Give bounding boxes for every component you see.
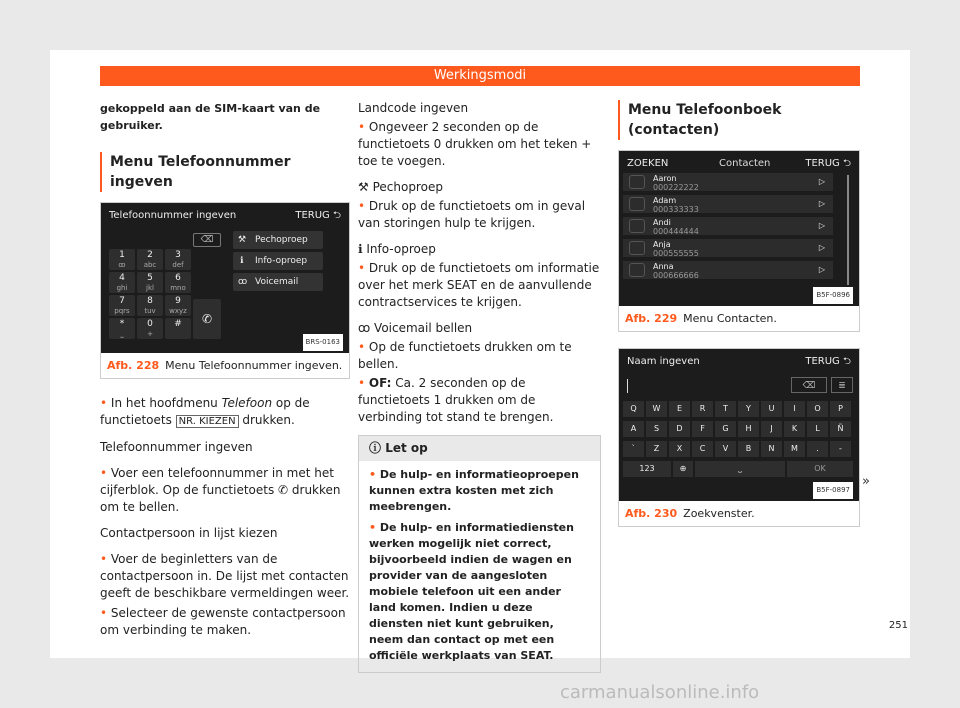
figure-code: B5F-0896 bbox=[813, 287, 853, 304]
back-arrow-icon: ⮌ bbox=[842, 158, 851, 169]
paragraph-3: • Voer de beginletters van de contactpersoon in. De lijst met contacten geeft de beschikbare vermeldingen weer. bbox=[100, 551, 350, 602]
globe-icon[interactable]: ⊕ bbox=[673, 461, 693, 477]
contact-row[interactable]: Adam 000333333 ▷ bbox=[623, 195, 833, 213]
back-button[interactable]: TERUG ⮌ bbox=[805, 158, 851, 169]
paragraph-1: • In het hoofdmenu Telefoon op de functietoets NR. KIEZEN drukken. bbox=[100, 395, 350, 430]
contact-row[interactable]: Anja 000555555 ▷ bbox=[623, 239, 833, 257]
paragraph-2: • Voer een telefoonnummer in met het cijferblok. Op de functietoets ✆ drukken om te bellen. bbox=[100, 465, 350, 516]
play-icon[interactable]: ▷ bbox=[818, 243, 825, 252]
paragraph-landcode: • Ongeveer 2 seconden op de functietoets 0 drukken om het teken + toe te voegen. bbox=[358, 119, 601, 170]
figure-230 bbox=[618, 348, 860, 527]
keypad-key[interactable]: 4 ghi bbox=[109, 272, 135, 293]
keyboard-key[interactable]: ` bbox=[623, 441, 644, 457]
person-icon bbox=[629, 219, 645, 233]
back-arrow-icon: ⮌ bbox=[332, 210, 341, 221]
contact-row[interactable]: Andi 000444444 ▷ bbox=[623, 217, 833, 235]
contact-row[interactable]: Anna 000666666 ▷ bbox=[623, 261, 833, 279]
space-key[interactable]: ⎵ bbox=[695, 461, 785, 477]
ok-button[interactable]: OK bbox=[787, 461, 853, 477]
page-number: 251 bbox=[888, 620, 908, 631]
keyboard-key[interactable]: K bbox=[784, 421, 805, 437]
keyboard-key[interactable]: V bbox=[715, 441, 736, 457]
keyboard-key[interactable]: Ñ bbox=[830, 421, 851, 437]
keyboard-key[interactable]: F bbox=[692, 421, 713, 437]
paragraph-info-oproep: • Druk op de functietoets om informatie over het merk SEAT en de aanvullende contractservices te krijgen. bbox=[358, 260, 601, 311]
info-icon: ℹ bbox=[240, 256, 244, 266]
screen-title: Naam ingeven bbox=[627, 356, 700, 367]
play-icon[interactable]: ▷ bbox=[818, 199, 825, 208]
search-button[interactable]: ZOEKEN bbox=[627, 158, 669, 169]
wrench-icon: ⚒ bbox=[238, 235, 247, 245]
keypad-key[interactable]: # bbox=[165, 318, 191, 339]
subheading-landcode: Landcode ingeven bbox=[358, 101, 469, 115]
play-icon[interactable]: ▷ bbox=[818, 265, 825, 274]
numbers-key[interactable]: 123 bbox=[623, 461, 671, 477]
keypad-key[interactable]: 6 mno bbox=[165, 272, 191, 293]
keyboard-key[interactable]: S bbox=[646, 421, 667, 437]
caption-229: Afb. 229 Menu Contacten. bbox=[625, 312, 777, 325]
backspace-icon[interactable]: ⌫ bbox=[193, 233, 221, 247]
keypad-key[interactable]: 9 wxyz bbox=[165, 295, 191, 316]
keyboard-key[interactable]: Z bbox=[646, 441, 667, 457]
contact-row[interactable]: Aaron 000222222 ▷ bbox=[623, 173, 833, 191]
subheading-voicemail: ꝏ Voicemail bellen bbox=[358, 321, 473, 335]
figure-code: BRS-0163 bbox=[303, 334, 343, 351]
keyboard-key[interactable]: E bbox=[669, 401, 690, 417]
caption-228: Afb. 228 Menu Telefoonnummer ingeven. bbox=[107, 359, 343, 372]
subheading-telefoonnummer: Telefoonnummer ingeven bbox=[100, 440, 253, 454]
figure-code: B5F-0897 bbox=[813, 482, 853, 499]
person-icon bbox=[629, 263, 645, 277]
figure-228 bbox=[100, 202, 350, 379]
back-arrow-icon: ⮌ bbox=[842, 356, 851, 367]
info-oproep-button[interactable]: ℹ Info-oproep bbox=[233, 252, 323, 270]
phone-icon: ✆ bbox=[201, 312, 213, 326]
keyboard-key[interactable]: H bbox=[738, 421, 759, 437]
list-icon[interactable]: ≣ bbox=[831, 377, 853, 393]
keyboard-key[interactable]: M bbox=[784, 441, 805, 457]
keyboard-key[interactable]: A bbox=[623, 421, 644, 437]
keyboard-key[interactable]: I bbox=[784, 401, 805, 417]
keyboard-key[interactable]: O bbox=[807, 401, 828, 417]
keyboard-key[interactable]: Q bbox=[623, 401, 644, 417]
keyboard-key[interactable]: X bbox=[669, 441, 690, 457]
info-box-icon: ⓘ bbox=[369, 441, 386, 455]
keyboard-key[interactable]: J bbox=[761, 421, 782, 437]
call-button[interactable] bbox=[193, 299, 221, 339]
note-title: ⓘ Let op bbox=[359, 436, 600, 461]
column-1 bbox=[100, 100, 350, 648]
person-icon bbox=[629, 241, 645, 255]
column-3 bbox=[618, 100, 860, 537]
nr-kiezen-key: NR. KIEZEN bbox=[176, 415, 239, 428]
paragraph-4: • Selecteer de gewenste contactpersoon om verbinding te maken. bbox=[100, 605, 350, 639]
caption-230: Afb. 230 Zoekvenster. bbox=[625, 507, 755, 520]
keyboard-key[interactable]: N bbox=[761, 441, 782, 457]
keyboard-key[interactable]: Y bbox=[738, 401, 759, 417]
keypad-key[interactable]: 7 pqrs bbox=[109, 295, 135, 316]
keypad-key[interactable]: 1 ꝏ bbox=[109, 249, 135, 270]
play-icon[interactable]: ▷ bbox=[818, 221, 825, 230]
keyboard-key[interactable]: W bbox=[646, 401, 667, 417]
keyboard-key[interactable]: P bbox=[830, 401, 851, 417]
keyboard-key[interactable]: C bbox=[692, 441, 713, 457]
intro-text: gekoppeld aan de SIM-kaart van de gebruiker. bbox=[100, 102, 321, 132]
person-icon bbox=[629, 175, 645, 189]
keyboard-screen bbox=[619, 349, 859, 501]
person-icon bbox=[629, 197, 645, 211]
section-header: Werkingsmodi bbox=[100, 66, 860, 86]
note-box bbox=[358, 435, 601, 673]
keyboard-key[interactable]: - bbox=[830, 441, 851, 457]
note-item-2: • De hulp- en informatiediensten werken mogelijk niet correct, bijvoorbeeld indien de wagen en provider van de aangesloten mobiele telefoon uit een ander land komen. Indien u deze diensten niet kunt gebruiken, neem dan contact op met een officiële werkplaats van SEAT. bbox=[369, 520, 590, 664]
keyboard-key[interactable]: U bbox=[761, 401, 782, 417]
keyboard-key[interactable]: . bbox=[807, 441, 828, 457]
continue-mark: » bbox=[862, 474, 870, 489]
keyboard-key[interactable]: B bbox=[738, 441, 759, 457]
keypad-key[interactable]: 2 abc bbox=[137, 249, 163, 270]
keypad-key[interactable]: 8 tuv bbox=[137, 295, 163, 316]
scrollbar[interactable] bbox=[847, 175, 849, 285]
backspace-icon[interactable]: ⌫ bbox=[791, 377, 827, 393]
keypad-key[interactable]: 5 jkl bbox=[137, 272, 163, 293]
subheading-info-oproep: ℹ Info-oproep bbox=[358, 242, 436, 256]
back-button[interactable]: TERUG ⮌ bbox=[295, 210, 341, 221]
voicemail-icon: ꝏ bbox=[358, 321, 375, 335]
paragraph-voicemail-of: • OF: Ca. 2 seconden op de functietoets 1 drukken om de verbinding tot stand te brengen. bbox=[358, 375, 601, 426]
keyboard-key[interactable]: T bbox=[715, 401, 736, 417]
note-item-1: • De hulp- en informatieoproepen kunnen extra kosten met zich meebrengen. bbox=[369, 467, 590, 515]
column-2 bbox=[358, 100, 601, 673]
keyboard-key[interactable]: D bbox=[669, 421, 690, 437]
pechoproep-button[interactable]: ⚒ Pechoproep bbox=[233, 231, 323, 249]
back-button[interactable]: TERUG ⮌ bbox=[805, 356, 851, 367]
voicemail-icon: ꝏ bbox=[238, 277, 248, 287]
contacts-screen bbox=[619, 151, 859, 306]
keyboard-key[interactable]: R bbox=[692, 401, 713, 417]
paragraph-voicemail: • Op de functietoets drukken om te bellen. bbox=[358, 339, 601, 373]
phone-keypad-screen bbox=[101, 203, 349, 353]
info-icon: ℹ bbox=[358, 242, 367, 256]
keypad-key[interactable]: 0 + bbox=[137, 318, 163, 339]
play-icon[interactable]: ▷ bbox=[818, 177, 825, 186]
heading-telefoonnummer: Menu Telefoonnummer ingeven bbox=[100, 152, 350, 192]
voicemail-button[interactable]: ꝏ Voicemail bbox=[233, 273, 323, 291]
screen-title: Telefoonnummer ingeven bbox=[109, 210, 237, 221]
keyboard-key[interactable]: G bbox=[715, 421, 736, 437]
note-body bbox=[359, 461, 600, 672]
heading-telefoonboek: Menu Telefoonboek (contacten) bbox=[618, 100, 860, 140]
text-cursor bbox=[627, 379, 628, 393]
paragraph-pechoproep: • Druk op de functietoets om in geval van storingen hulp te krijgen. bbox=[358, 198, 601, 232]
screen-title: Contacten bbox=[719, 158, 771, 169]
keypad-key[interactable]: 3 def bbox=[165, 249, 191, 270]
keypad-key[interactable]: * ⎵ bbox=[109, 318, 135, 339]
keyboard-key[interactable]: L bbox=[807, 421, 828, 437]
subheading-contactpersoon: Contactpersoon in lijst kiezen bbox=[100, 526, 278, 540]
subheading-pechoproep: ⚒ Pechoproep bbox=[358, 180, 443, 194]
wrench-icon: ⚒ bbox=[358, 180, 373, 194]
figure-229 bbox=[618, 150, 860, 332]
watermark: carmanualsonline.info bbox=[560, 682, 760, 703]
